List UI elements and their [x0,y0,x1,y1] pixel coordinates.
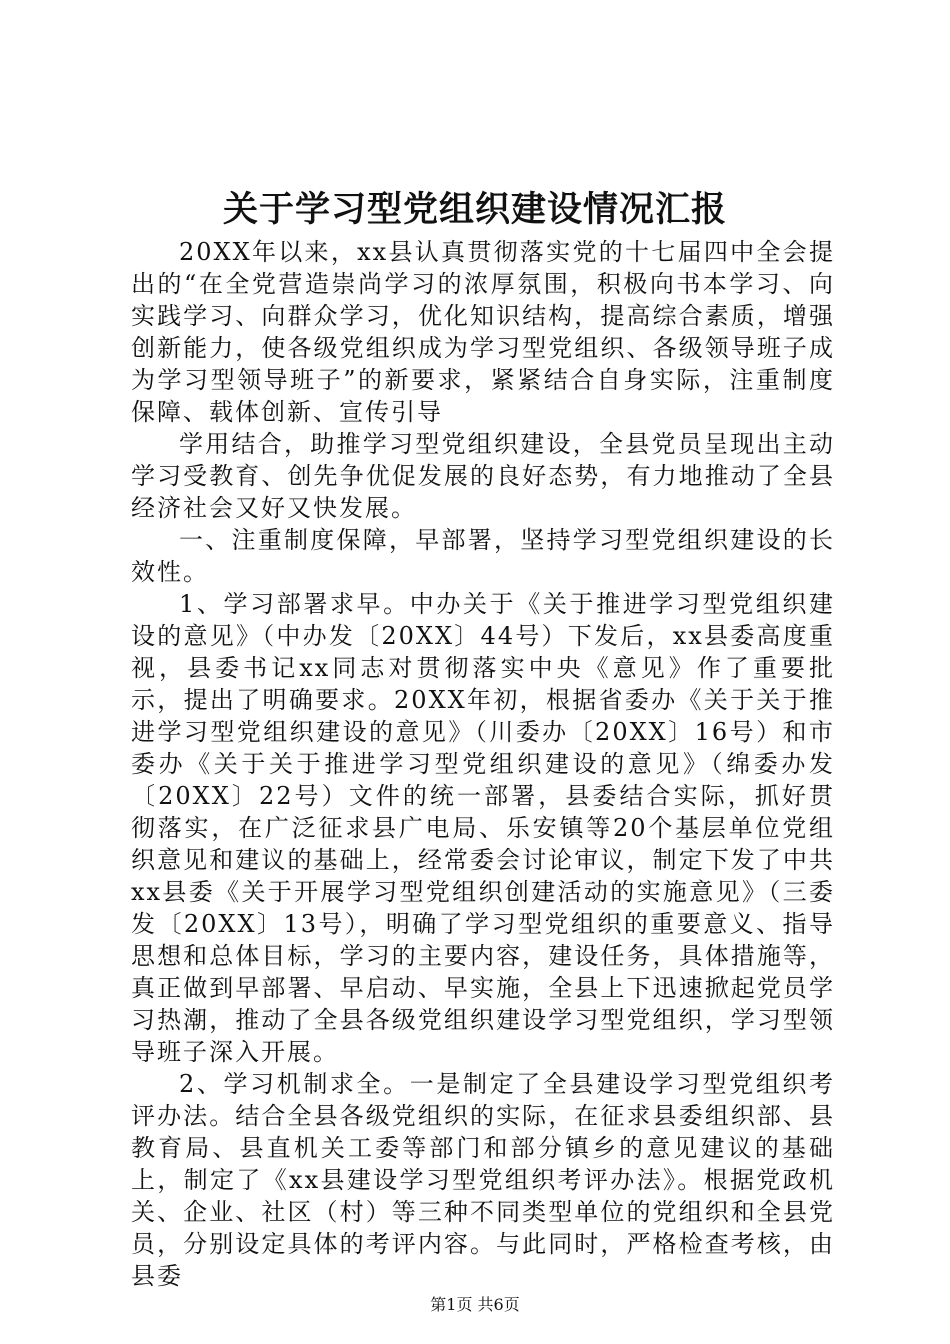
document-body [131,236,835,1292]
document-title: 关于学习型党组织建设情况汇报 [222,189,727,230]
paragraph-item-1: 1、学习部署求早。中办关于《关于推进学习型党组织建设的意见》（中办发〔20XX〕44号）下发后，xx县委高度重视，县委书记xx同志对贯彻落实中央《意见》作了重要批示，提出了明确要求。20XX年初，根据省委办《关于关于推进学习型党组织建设的意见》（川委办〔20XX〕16号）和市委办《关于关于推进学习型党组织建设的意见》（绵委办发〔20XX〕22号）文件的统一部署，县委结合实际，抓好贯彻落实，在广泛征求县广电局、乐安镇等20个基层单位党组织意见和建议的基础上，经常委会讨论审议，制定下发了中共xx县委《关于开展学习型党组织创建活动的实施意见》（三委发〔20XX〕13号），明确了学习型党组织的重要意义、指导思想和总体目标，学习的主要内容，建设任务，具体措施等，真正做到早部署、早启动、早实施，全县上下迅速掀起党员学习热潮，推动了全县各级党组织建设学习型党组织，学习型领导班子深入开展。 [131,590,835,1066]
paragraph-item-2: 2、学习机制求全。一是制定了全县建设学习型党组织考评办法。结合全县各级党组织的实际，在征求县委组织部、县教育局、县直机关工委等部门和部分镇乡的意见建议的基础上，制定了《xx县建设学习型党组织考评办法》。根据党政机关、企业、社区（村）等三种不同类型单位的党组织和全县党员，分别设定具体的考评内容。与此同时，严格检查考核，由县委 [131,1070,835,1290]
paragraph-learning-application: 学用结合，助推学习型党组织建设，全县党员呈现出主动学习受教育、创先争优促发展的良好态势，有力地推动了全县经济社会又好又快发展。 [131,430,835,522]
page-number-footer: 第1页 共6页 [430,1295,520,1314]
section-heading-1: 一、注重制度保障，早部署，坚持学习型党组织建设的长效性。 [131,526,835,586]
paragraph-intro: 20XX年以来，xx县认真贯彻落实党的十七届四中全会提出的“在全党营造崇尚学习的浓厚氛围，积极向书本学习、向实践学习、向群众学习，优化知识结构，提高综合素质，增强创新能力，使各级党组织成为学习型党组织、各级领导班子成为学习型领导班子”的新要求，紧紧结合自身实际，注重制度保障、载体创新、宣传引导 [131,238,835,426]
